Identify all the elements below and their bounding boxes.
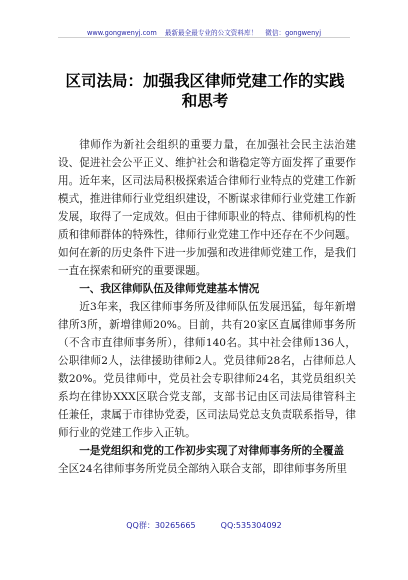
- contact-footer: [0, 520, 408, 531]
- document-title: [60, 71, 350, 111]
- section-1-paragraph: 近3年来，我区律师事务所及律师队伍发展迅猛，每年新增律所3所，新增律师20%。目前，共有20家区直属律师事务所（不含市直律师事务所），律师140名。其中社会律师136人，公职律师2人，法律援助律师2人。党员律师28名，占律师总人数20%。党员律师中，党员社会专职律师24名，其党员组织关系均在律协XXX区联合党支部，支部书记由区司法局律管科主任兼任，隶属于市律协党委，区司法局党总支负责联系指导，律师行业的党建工作步入正轨。: [58, 301, 356, 439]
- title-line-2: 和思考: [181, 92, 229, 110]
- subheading-coverage: 一是党组织和党的工作初步实现了对律师事务所的全覆盖: [79, 445, 345, 457]
- title-line-1: 区司法局：加强我区律师党建工作的实践: [65, 72, 345, 90]
- continued-paragraph-line: 全区24名律师事务所党员全部纳入联合支部，即律师事务所里: [58, 463, 347, 475]
- site-url[interactable]: www.gongwenyj.com: [86, 29, 157, 37]
- header-divider: [58, 37, 350, 38]
- site-header-banner: [0, 27, 408, 37]
- section-1-heading: 一、我区律师队伍及律师党建基本情况: [79, 283, 260, 295]
- qq-group-number: QQ群：30265665: [126, 521, 196, 530]
- site-tagline: 最新最全最专业的公文资料库！: [164, 29, 258, 37]
- intro-paragraph: 律师作为新社会组织的重要力量，在加强社会民主法治建设、促进社会公平正义、维护社会和谐稳定等方面发挥了重要作用。近年来，区司法局积极探索适合律师行业特点的党建工作新模式，推进律师行业党组织建设，不断谋求律师行业党建工作新发展，取得了一定成效。但由于律师职业的特点、律师机构的性质和律师群体的特殊性，律师行业党建工作中还存在不少问题。如何在新的历史条件下进一步加强和改进律师党建工作，是我们一直在探索和研究的重要课题。: [58, 139, 356, 277]
- qq-number: QQ:535304092: [220, 521, 282, 530]
- wechat-id: 微信：gongwenyj: [265, 29, 322, 37]
- document-body: [58, 136, 356, 478]
